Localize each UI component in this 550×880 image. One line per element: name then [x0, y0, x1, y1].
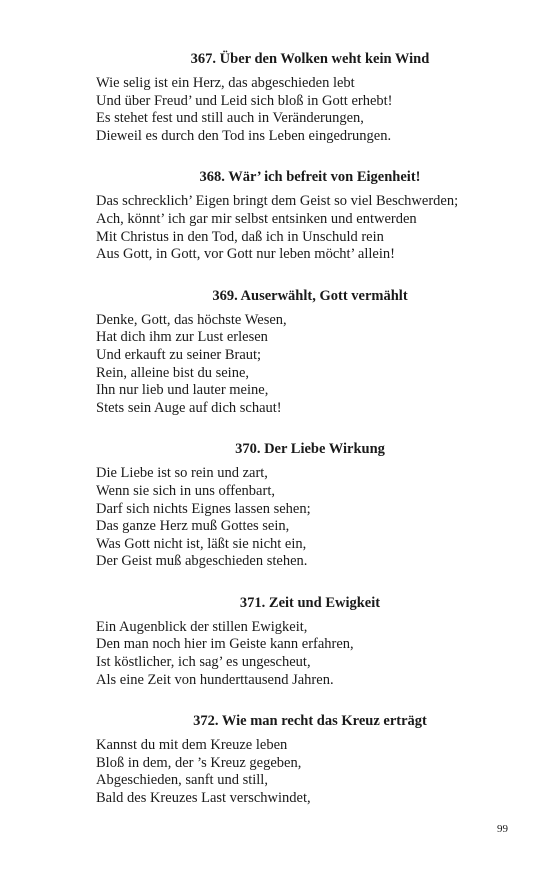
poem-block — [96, 440, 496, 571]
poem-line: Ach, könnt’ ich gar mir selbst entsinken und entwerden — [96, 210, 417, 227]
poem-line: Und erkauft zu seiner Braut; — [96, 346, 262, 363]
poem-line: Das schrecklich’ Eigen bringt dem Geist so viel Beschwerden; — [96, 193, 459, 210]
poem-line: Kannst du mit dem Kreuze leben — [96, 737, 288, 754]
poem-line: Wie selig ist ein Herz, das abgeschieden lebt — [96, 75, 355, 91]
poem-line: Wenn sie sich in uns offenbart, — [96, 482, 275, 499]
poem-line: Rein, alleine bist du seine, — [96, 364, 250, 381]
poem-block — [96, 287, 496, 418]
poem-block — [96, 594, 496, 689]
poem-line: Ist köstlicher, ich sag’ es ungescheut, — [96, 654, 311, 671]
poem-block — [96, 50, 496, 145]
poem-title: 369. Auserwählt, Gott vermählt — [212, 287, 408, 304]
poem-line: Was Gott nicht ist, läßt sie nicht ein, — [96, 535, 307, 552]
poem-line: Und über Freud’ und Leid sich bloß in Gott erhebt! — [96, 92, 393, 109]
poem-line: Als eine Zeit von hunderttausend Jahren. — [96, 671, 334, 688]
poem-line: Bald des Kreuzes Last verschwindet, — [96, 790, 311, 807]
poem-line: Die Liebe ist so rein und zart, — [96, 465, 268, 482]
poem-title: 371. Zeit und Ewigkeit — [239, 594, 381, 611]
poem-line: Mit Christus in den Tod, daß ich in Unschuld rein — [96, 228, 384, 245]
poem-line: Darf sich nichts Eignes lassen sehen; — [96, 500, 311, 517]
poem-line: Ihn nur lieb und lauter meine, — [96, 382, 269, 399]
poem-block — [96, 712, 496, 807]
poem-line: Aus Gott, in Gott, vor Gott nur leben möcht’ allein! — [96, 246, 395, 263]
poem-title: 370. Der Liebe Wirkung — [235, 441, 385, 458]
poem-line: Denke, Gott, das höchste Wesen, — [96, 311, 287, 328]
poem-line: Der Geist muß abgeschieden stehen. — [96, 553, 308, 570]
poem-line: Den man noch hier im Geiste kann erfahren, — [96, 636, 354, 653]
poem-title: 372. Wie man recht das Kreuz erträgt — [193, 713, 427, 730]
poem-line: Stets sein Auge auf dich schaut! — [96, 399, 282, 416]
poem-line: Es stehet fest und still auch in Veränderungen, — [96, 110, 364, 127]
poem-line: Bloß in dem, der ’s Kreuz gegeben, — [96, 754, 302, 771]
poem-title: 367. Über den Wolken weht kein Wind — [190, 51, 430, 67]
page-body — [96, 50, 496, 831]
poem-title: 368. Wär’ ich befreit von Eigenheit! — [199, 169, 421, 186]
page-number: 99 — [497, 823, 508, 835]
poem-block — [96, 168, 496, 263]
poem-line: Das ganze Herz muß Gottes sein, — [96, 518, 290, 535]
poem-line: Hat dich ihm zur Lust erlesen — [96, 329, 268, 346]
poem-line: Dieweil es durch den Tod ins Leben eingedrungen. — [96, 127, 392, 144]
poem-line: Ein Augenblick der stillen Ewigkeit, — [96, 618, 308, 635]
poem-line: Abgeschieden, sanft und still, — [96, 772, 268, 789]
